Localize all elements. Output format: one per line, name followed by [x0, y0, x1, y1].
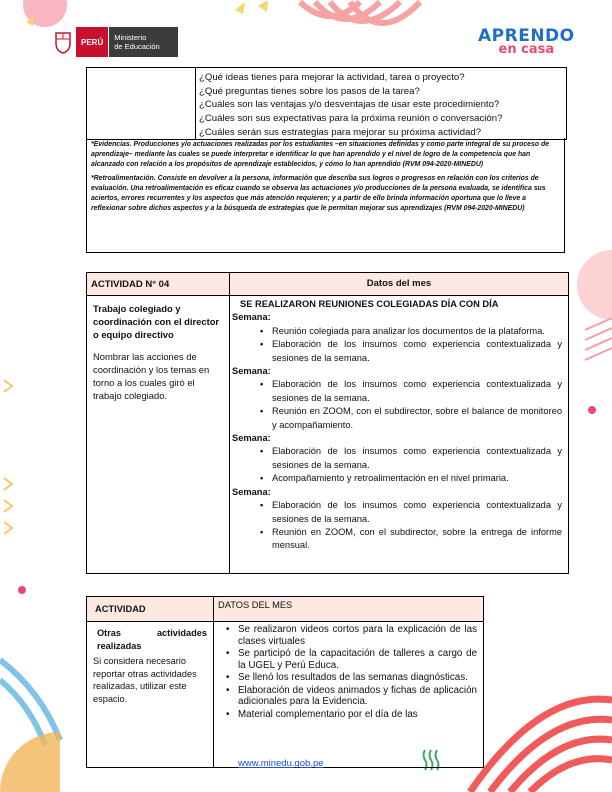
week-block — [232, 486, 562, 553]
brand-line2: en casa — [498, 42, 555, 57]
evidencias-note: *Evidencias. Producciones y/o actuaciones realizadas por los estudiantes –en situaciones definidas y como parte integral de su proceso de aprendizaje– mediante las cuales se puede interpretar e identificar lo que han aprendido y el nivel de logro de la competencia que han alcanzado con relación a los propósitos de aprendizaje establecidos, y cómo lo han aprendido (RVM 094-2020-MINEDU) — [91, 141, 549, 168]
retroalimentacion-note: *Retroalimentación. Consiste en devolver a la persona, información que describa sus logros o progresos en relación con los criterios de evaluación. Una retroalimentación es eficaz cuando se observa las actuaciones y/o producciones de la persona evaluada, se identifica sus aciertos, errores recurrentes y los aspectos que más atención requieren; y a partir de ello brinda información oportuna que lo lleve a reflexionar sobre dichos aspectos y a la búsqueda de estrategias que le permitan mejorar sus aprendizajes (RVM 094-2020-MINEDU) — [91, 175, 546, 212]
week-block — [232, 432, 562, 486]
activity-item: • Se participó de la capacitación de talleres a cargo de la UGEL y Perú Educa. — [238, 648, 477, 671]
week-label: Semana: — [232, 312, 271, 323]
question-item: ¿Qué ideas tienes para mejorar la actividad, tarea o proyecto? — [199, 72, 465, 83]
activity-item: • Se realizaron videos cortos para la explicación de las clases virtuales — [238, 624, 477, 647]
other-activities-instructions: Si considera necesario reportar otras actividades realizadas, utilizar este espacio. — [93, 656, 197, 704]
week-label: Semana: — [232, 486, 271, 497]
week-item: • Elaboración de los insumos como experiencia contextualizada y sesiones de la semana. — [272, 378, 562, 405]
week-block — [232, 365, 562, 432]
activity-4-header-right: Datos del mes — [229, 273, 568, 295]
week-item: • Reunión colegiada para analizar los documentos de la plataforma. — [272, 325, 562, 338]
activity-4-table — [86, 272, 569, 574]
ministry-label: Ministerio de Educación — [109, 27, 177, 57]
other-activities-content — [213, 621, 483, 767]
bottom-left-arc — [0, 732, 60, 792]
activity-4-content-title: SE REALIZARON REUNIONES COLEGIADAS DÍA CON DÍA — [240, 299, 499, 309]
question-item: ¿Qué preguntas tienes sobre los pasos de la tarea? — [199, 85, 420, 97]
activity-4-header — [87, 273, 568, 296]
week-item: • Elaboración de los insumos como experiencia contextualizada y sesiones de la semana. — [272, 445, 562, 472]
bottom-left-stripes — [0, 660, 60, 745]
other-activities-header-right: DATOS DEL MES — [213, 597, 483, 621]
other-activities-table — [86, 596, 484, 768]
peru-banner — [50, 27, 109, 57]
week-item: • Reunión en ZOOM, con el subdirector, sobre la entrega de informe mensual. — [272, 526, 562, 553]
right-half-circles — [577, 250, 612, 320]
questions-table — [86, 67, 567, 140]
other-activities-title: Otras actividades realizadas — [97, 628, 207, 651]
ministry-logo — [50, 26, 178, 58]
activity-item: • Se llenó los resultados de las semanas diagnósticas. — [238, 672, 477, 684]
week-label: Semana: — [232, 366, 271, 377]
other-activities-description — [87, 621, 213, 767]
side-chevrons — [4, 380, 12, 534]
week-item: • Acompañamiento y retroalimentación en el nivel primaria. — [272, 472, 562, 485]
top-stripes — [300, 2, 420, 23]
activity-item: • Material complementario por el día de las — [238, 709, 477, 721]
questions-cell — [195, 68, 502, 139]
other-activities-header — [87, 597, 483, 622]
activity-4-title: Trabajo colegiado y coordinación con el director o equipo directivo — [93, 303, 220, 340]
footer-website-link[interactable]: www.minedu.gob.pe — [238, 758, 324, 769]
definitions-box — [86, 138, 565, 253]
activity-item: • Elaboración de videos animados y fichas de aplicación adicionales para la Evidencia. — [238, 685, 477, 708]
activity-4-header-left: ACTIVIDAD N° 04 — [91, 279, 170, 290]
week-label: Semana: — [232, 433, 271, 444]
brand-line1: APRENDO — [478, 26, 575, 46]
other-activities-header-left: ACTIVIDAD — [95, 604, 146, 614]
question-item: ¿Cuáles serán sus estrategias para mejorar su próxima actividad? — [199, 126, 482, 138]
aprendo-en-casa-logo — [478, 26, 575, 57]
bottom-right-stripes — [470, 699, 612, 792]
week-item: • Reunión en ZOOM, con el subdirector, sobre el balance de monitoreo y acompañamiento. — [272, 405, 562, 432]
question-item: ¿Cuáles son las ventajas y/o desventajas de usar este procedimiento? — [199, 99, 500, 111]
country-label: PERÚ — [76, 27, 109, 57]
week-block — [232, 311, 562, 365]
activity-4-content — [229, 295, 568, 573]
pink-dot-right — [588, 406, 596, 414]
activity-4-instructions: Nombrar las acciones de coordinación y los temas en torno a los cuales giró el trabajo colegiado. — [93, 351, 210, 401]
right-lines — [585, 318, 612, 360]
activity-4-description — [87, 295, 227, 573]
coat-of-arms-icon — [50, 27, 76, 57]
pink-dot-left — [18, 586, 26, 594]
question-item: ¿Cuáles son sus expectativas para la próxima reunión o conversación? — [199, 113, 503, 125]
week-item: • Elaboración de los insumos como experiencia contextualizada y sesiones de la semana. — [272, 338, 562, 365]
week-item: • Elaboración de los insumos como experiencia contextualizada y sesiones de la semana. — [272, 499, 562, 526]
